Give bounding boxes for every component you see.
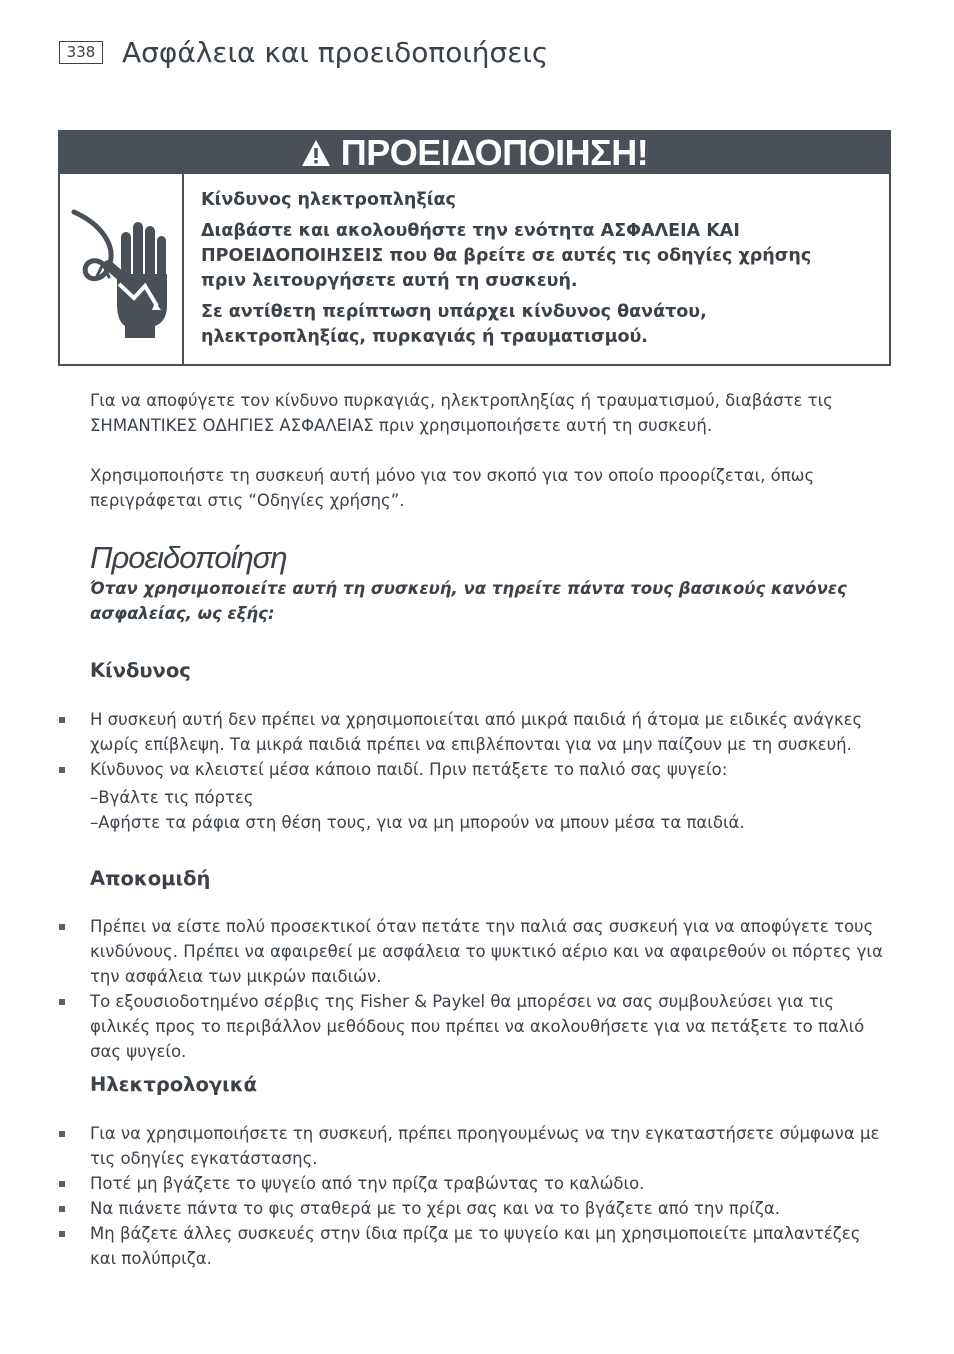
section-intro: Όταν χρησιμοποιείτε αυτή τη συσκευή, να τηρείτε πάντα τους βασικούς κανόνες ασφαλείας, ως εξής: <box>90 579 847 623</box>
warning-title: ΠΡΟΕΙΔΟΠΟΙΗΣΗ! <box>340 132 649 173</box>
intro-paragraph-2: Χρησιμοποιήστε τη συσκευή αυτή μόνο για τον σκοπό για τον οποίο προορίζεται, όπως περιγράφεται στις “Οδηγίες χρήσης”. <box>90 466 815 510</box>
list-item: Πρέπει να είστε πολύ προσεκτικοί όταν πετάτε την παλιά σας συσκευή για να αποφύγετε τους κινδύνους. Πρέπει να αφαιρεθεί με ασφάλεια το ψυκτικό αέριο και να αφαιρεθούν οι πόρτες για την ασφάλεια των μικρών παιδιών. <box>55 914 884 989</box>
electrical-heading: Ηλεκτρολογικά <box>90 1073 258 1096</box>
danger-sub-item: –Αφήστε τα ράφια στη θέση τους, για να μη μπορούν να μπουν μέσα τα παιδιά. <box>90 813 745 832</box>
warning-icon-cell <box>60 174 184 364</box>
danger-sub-item: –Βγάλτε τις πόρτες <box>90 788 254 807</box>
list-item: Για να χρησιμοποιήσετε τη συσκευή, πρέπει προηγουμένως να την εγκαταστήσετε σύμφωνα με τις οδηγίες εγκατάστασης. <box>55 1121 884 1171</box>
warning-paragraph-1: Διαβάστε και ακολουθήστε την ενότητα ΑΣΦΑΛΕΙΑ ΚΑΙ ΠΡΟΕΙΔΟΠΟΙΗΣΕΙΣ που θα βρείτε σε αυτές τις οδηγίες χρήσης πριν λειτουργήσετε αυτή τη συσκευή. <box>201 221 812 291</box>
intro-paragraph-1: Για να αποφύγετε τον κίνδυνο πυρκαγιάς, ηλεκτροπληξίας ή τραυματισμού, διαβάστε τις ΣΗΜΑΝΤΙΚΕΣ ΟΔΗΓΙΕΣ ΑΣΦΑΛΕΙΑΣ πριν χρησιμοποιήσετε αυτή τη συσκευή. <box>90 391 833 435</box>
electrical-list <box>55 1121 884 1271</box>
list-item: Η συσκευή αυτή δεν πρέπει να χρησιμοποιείται από μικρά παιδιά ή άτομα με ειδικές ανάγκες χωρίς επίβλεψη. Τα μικρά παιδιά πρέπει να επιβλέπονται για να μην παίζουν με τη συσκευή. <box>55 707 884 757</box>
warning-box <box>58 130 891 366</box>
danger-list <box>55 707 884 782</box>
list-item: Μη βάζετε άλλες συσκευές στην ίδια πρίζα με το ψυγείο και μη χρησιμοποιείτε μπαλαντέζες και πολύπριζα. <box>55 1221 884 1271</box>
electric-shock-hand-icon <box>69 202 173 338</box>
list-item: Ποτέ μη βγάζετε το ψυγείο από την πρίζα τραβώντας το καλώδιο. <box>55 1171 884 1196</box>
section-title: Προειδοποίηση <box>90 540 287 575</box>
warning-text <box>201 188 859 350</box>
page-title: Ασφάλεια και προειδοποιήσεις <box>122 36 549 69</box>
warning-triangle-icon <box>301 139 331 167</box>
list-item: Κίνδυνος να κλειστεί μέσα κάποιο παιδί. Πριν πετάξετε το παλιό σας ψυγείο: <box>55 757 884 782</box>
page-number: 338 <box>59 41 103 64</box>
danger-heading: Κίνδυνος <box>90 659 191 682</box>
warning-paragraph-2: Σε αντίθετη περίπτωση υπάρχει κίνδυνος θανάτου, ηλεκτροπληξίας, πυρκαγιάς ή τραυματισμού. <box>201 302 707 347</box>
list-item: Το εξουσιοδοτημένο σέρβις της Fisher & Paykel θα μπορέσει να σας συμβουλεύσει για τις φιλικές προς το περιβάλλον μεθόδους που πρέπει να ακολουθήσετε για να πετάξετε το παλιό σας ψυγείο. <box>55 989 884 1064</box>
list-item: Να πιάνετε πάντα το φις σταθερά με το χέρι σας και να το βγάζετε από την πρίζα. <box>55 1196 884 1221</box>
warning-heading: Κίνδυνος ηλεκτροπληξίας <box>201 190 456 210</box>
disposal-list <box>55 914 884 1064</box>
warning-header <box>60 132 889 174</box>
disposal-heading: Αποκομιδή <box>90 867 211 890</box>
